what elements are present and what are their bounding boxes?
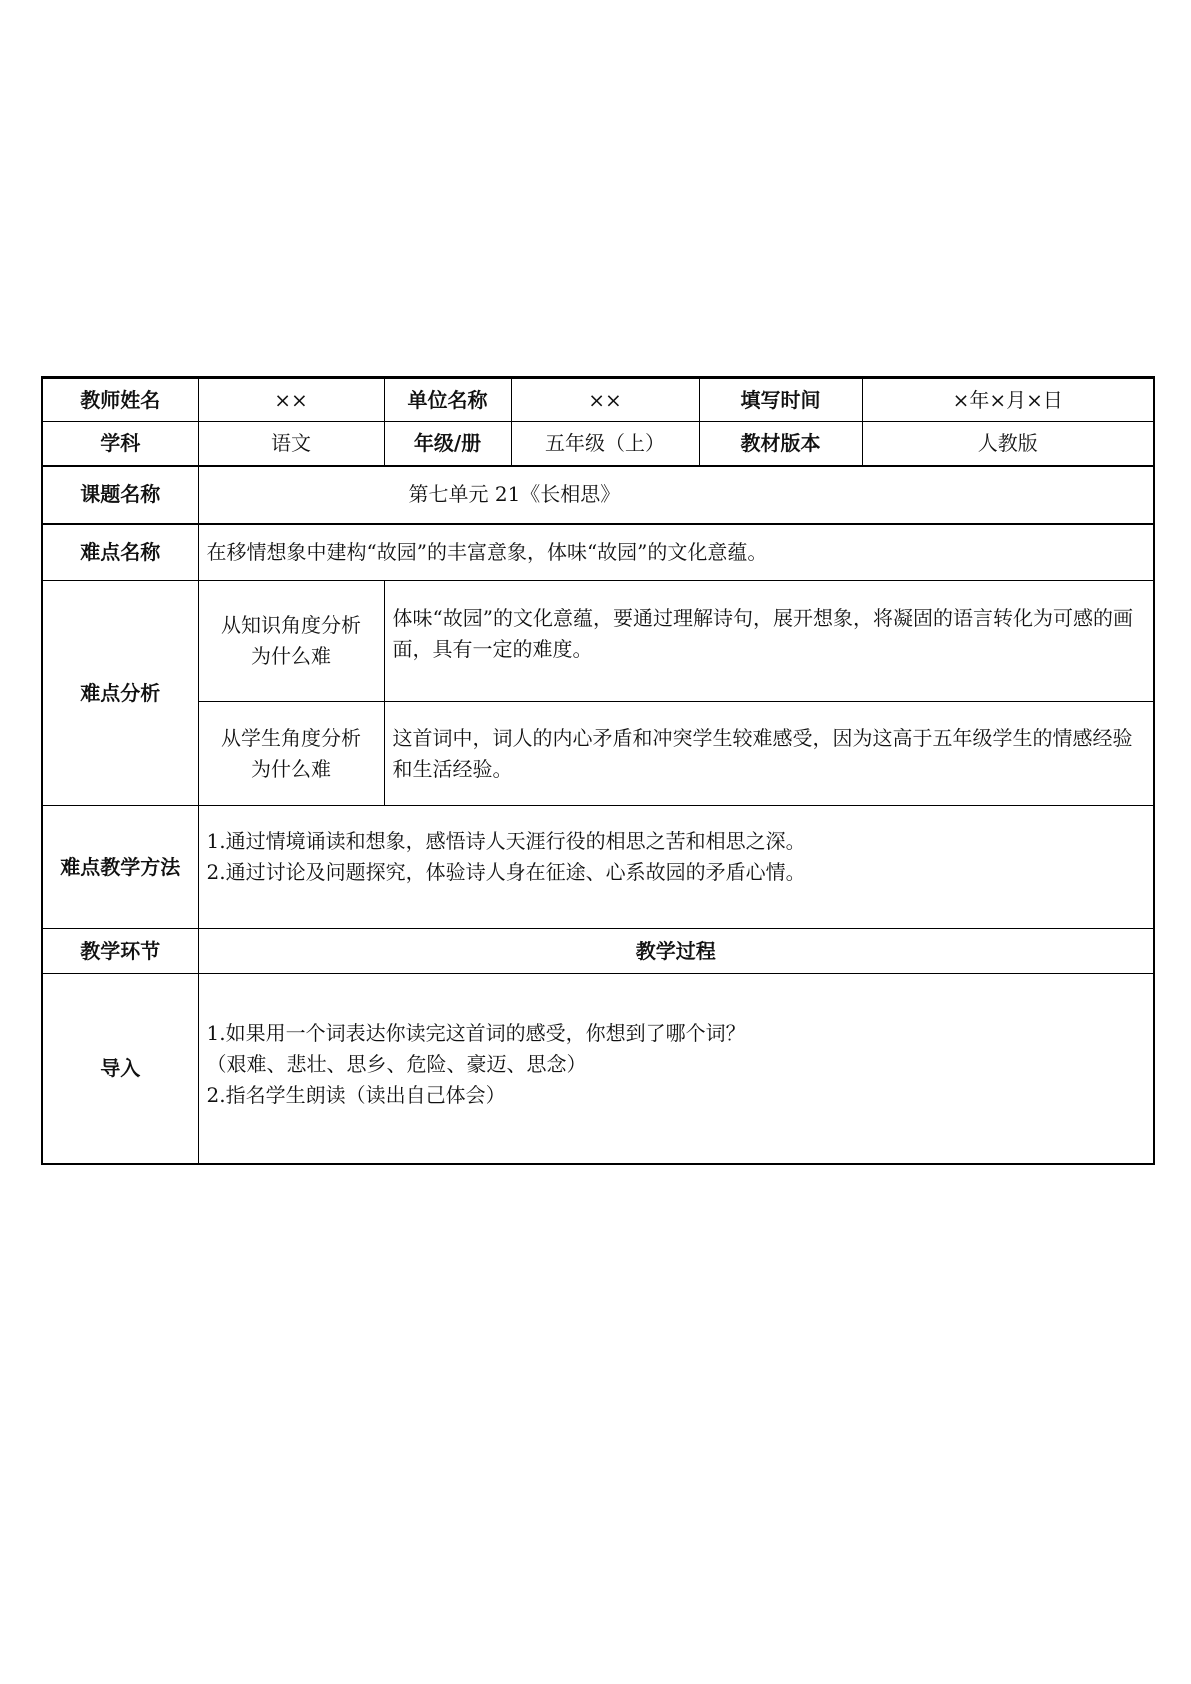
knowledge-angle-label-line2: 为什么难 [251, 644, 331, 668]
info-row-1 [42, 378, 1154, 422]
knowledge-angle-label-line1: 从知识角度分析 [221, 613, 361, 637]
edition-value: 人教版 [862, 422, 1154, 466]
student-angle-label [198, 702, 384, 806]
teacher-name-label: 教师姓名 [42, 378, 198, 422]
grade-value: 五年级（上） [511, 422, 699, 466]
intro-row [42, 974, 1154, 1164]
difficulty-value: 在移情想象中建构“故园”的丰富意象，体味“故园”的文化意蕴。 [198, 524, 1154, 581]
difficulty-row [42, 524, 1154, 581]
grade-label: 年级/册 [384, 422, 511, 466]
process-header-row [42, 929, 1154, 974]
intro-item: 1.如果用一个词表达你读完这首词的感受，你想到了哪个词？ [206, 1021, 746, 1045]
subject-label: 学科 [42, 422, 198, 466]
method-item: 2.通过讨论及问题探究，体验诗人身在征途、心系故园的矛盾心情。 [206, 860, 806, 884]
topic-label: 课题名称 [42, 466, 198, 524]
student-angle-label-line1: 从学生角度分析 [221, 725, 361, 750]
intro-item: （艰难、悲壮、思乡、危险、豪迈、思念） [206, 1052, 587, 1076]
stage-header: 教学环节 [42, 929, 198, 974]
methods-content [198, 806, 1154, 929]
analysis-knowledge-row [42, 581, 1154, 702]
intro-item: 2.指名学生朗读（读出自己体会） [206, 1083, 506, 1107]
knowledge-angle-label [198, 581, 384, 702]
student-angle-label-line2: 为什么难 [251, 756, 331, 781]
intro-content [198, 974, 1154, 1164]
subject-value: 语文 [198, 422, 384, 466]
methods-row [42, 806, 1154, 929]
unit-name-label: 单位名称 [384, 378, 511, 422]
difficulty-label: 难点名称 [42, 524, 198, 581]
knowledge-angle-text: 体味“故园”的文化意蕴，要通过理解诗句，展开想象，将凝固的语言转化为可感的画面，具有一定的难度。 [384, 581, 1154, 702]
student-angle-text: 这首词中，词人的内心矛盾和冲突学生较难感受，因为这高于五年级学生的情感经验和生活经验。 [384, 702, 1154, 806]
lesson-plan-table [41, 376, 1155, 1165]
methods-label: 难点教学方法 [42, 806, 198, 929]
process-header: 教学过程 [198, 929, 1154, 974]
topic-row [42, 466, 1154, 524]
topic-value: 第七单元 21《长相思》 [198, 466, 1154, 524]
method-item: 1.通过情境诵读和想象，感悟诗人天涯行役的相思之苦和相思之深。 [206, 829, 806, 853]
info-row-2 [42, 422, 1154, 466]
unit-name-value: ×× [511, 378, 699, 422]
fill-date-label: 填写时间 [699, 378, 862, 422]
edition-label: 教材版本 [699, 422, 862, 466]
fill-date-value: ×年×月×日 [862, 378, 1154, 422]
analysis-label: 难点分析 [42, 581, 198, 806]
analysis-student-row [42, 702, 1154, 806]
teacher-name-value: ×× [198, 378, 384, 422]
intro-label: 导入 [42, 974, 198, 1164]
